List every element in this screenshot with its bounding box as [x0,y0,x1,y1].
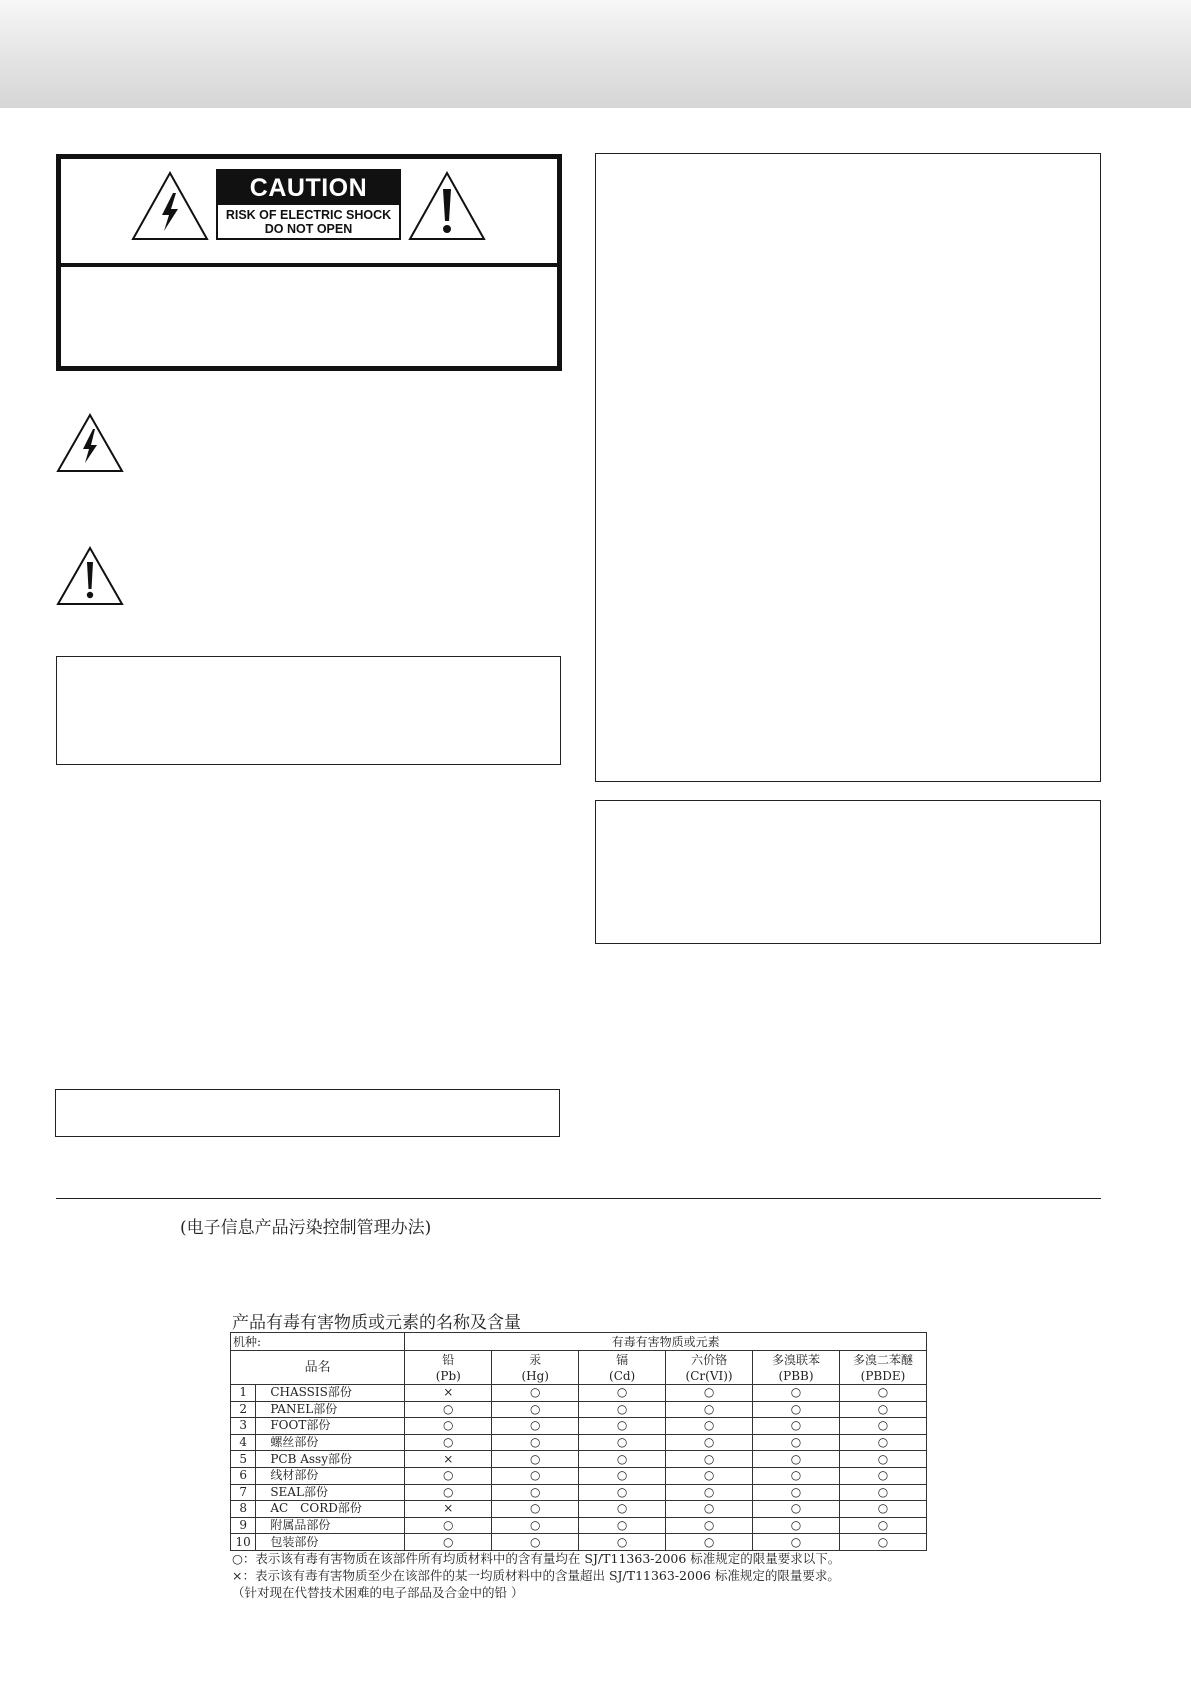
substance-mark: ○ [579,1434,666,1451]
substance-mark: ○ [405,1484,492,1501]
substance-mark: ○ [839,1534,926,1551]
substance-mark: ○ [492,1534,579,1551]
note-circle-legend: ○：表示该有毒有害物质在该部件所有均质材料中的含有量均在 SJ/T11363-2006 标准规定的限量要求以下。 [232,1551,841,1566]
table-row [231,1484,927,1501]
substance-header [405,1351,492,1385]
table-row [231,1401,927,1418]
part-name: AC CORD部份 [256,1501,405,1518]
substance-mark: ○ [579,1517,666,1534]
substance-symbol: (PBB) [778,1368,814,1383]
part-name: 包装部份 [256,1534,405,1551]
substance-mark: ○ [492,1467,579,1484]
part-name: PANEL部份 [256,1401,405,1418]
china-rohs-table-title: 产品有毒有害物质或元素的名称及含量 [232,1313,521,1333]
substance-mark: ○ [492,1385,579,1402]
substance-name: 六价铬 [691,1352,728,1367]
substance-mark: ○ [753,1534,840,1551]
header-band [0,0,1191,108]
substance-header [579,1351,666,1385]
substance-symbol: (Hg) [521,1368,549,1383]
substance-mark: ○ [753,1501,840,1518]
row-number: 2 [231,1401,256,1418]
caution-risk-text: RISK OF ELECTRIC SHOCK [225,208,392,222]
substance-symbol: (Cd) [609,1368,636,1383]
row-number: 8 [231,1501,256,1518]
caution-divider [61,263,557,267]
exclamation-warning-icon [408,171,486,241]
substance-mark: ○ [405,1434,492,1451]
note-cross-legend: ×：表示该有毒有害物质至少在该部件的某一均质材料中的含量超出 SJ/T11363-2006 标准规定的限量要求。 [232,1568,840,1583]
substance-mark: ○ [666,1451,753,1468]
substance-mark: ○ [579,1451,666,1468]
table-row [231,1451,927,1468]
substance-mark: ○ [492,1501,579,1518]
substance-mark: ○ [666,1401,753,1418]
substance-name: 汞 [529,1352,542,1367]
substance-mark: ○ [579,1418,666,1435]
substance-name: 多溴联苯 [772,1352,821,1367]
substance-mark: ○ [839,1501,926,1518]
caution-symbol-row [61,159,557,265]
table-row [231,1418,927,1435]
substance-mark: ○ [666,1517,753,1534]
substance-header [492,1351,579,1385]
substance-mark: ○ [666,1534,753,1551]
substance-mark: ○ [579,1484,666,1501]
substance-mark: ○ [839,1434,926,1451]
substance-mark: ○ [839,1467,926,1484]
substance-mark: ○ [405,1467,492,1484]
substance-symbol: (PBDE) [860,1368,906,1383]
part-name: 线材部份 [256,1467,405,1484]
caution-warning-box [56,154,562,371]
china-rohs-notes [232,1550,840,1601]
china-rohs-law-reference: (电子信息产品污染控制管理办法) [180,1218,432,1238]
substance-mark: ○ [492,1517,579,1534]
china-rohs-table [230,1332,927,1551]
substance-mark: ○ [492,1451,579,1468]
substance-header [753,1351,840,1385]
substance-symbol: (Pb) [435,1368,461,1383]
substance-mark: ○ [405,1401,492,1418]
substance-mark: ○ [579,1467,666,1484]
caution-title: CAUTION [218,171,399,205]
substance-mark: ○ [405,1418,492,1435]
substance-mark: ○ [492,1401,579,1418]
substance-mark: ○ [753,1517,840,1534]
row-number: 9 [231,1517,256,1534]
substance-mark: ○ [839,1385,926,1402]
safety-instructions-box [595,153,1101,782]
row-number: 1 [231,1385,256,1402]
substance-name: 镉 [616,1352,629,1367]
substance-mark: ○ [753,1385,840,1402]
substance-mark: ○ [839,1451,926,1468]
part-name-header: 品名 [231,1351,405,1385]
substance-mark: ○ [579,1401,666,1418]
table-row [231,1434,927,1451]
row-number: 6 [231,1467,256,1484]
substance-mark: × [405,1385,492,1402]
substance-mark: × [405,1451,492,1468]
table-substance-header-row [231,1351,927,1385]
table-row [231,1517,927,1534]
part-name: FOOT部份 [256,1418,405,1435]
table-header-row [231,1333,927,1351]
part-name: SEAL部份 [256,1484,405,1501]
substance-mark: ○ [579,1534,666,1551]
part-name: PCB Assy部份 [256,1451,405,1468]
substance-mark: ○ [753,1467,840,1484]
substance-mark: ○ [753,1434,840,1451]
row-number: 10 [231,1534,256,1551]
exclamation-symbol-icon [56,546,124,606]
substance-header [839,1351,926,1385]
substances-group-header: 有毒有害物质或元素 [405,1333,927,1351]
substance-mark: ○ [839,1484,926,1501]
substance-mark: ○ [666,1501,753,1518]
note-lead-exemption: （针对现在代替技术困难的电子部品及合金中的铅 ） [232,1585,524,1600]
notice-box-right [595,800,1101,944]
table-row [231,1385,927,1402]
substance-mark: ○ [839,1401,926,1418]
caution-do-not-open-text: DO NOT OPEN [264,222,353,236]
substance-mark: ○ [666,1434,753,1451]
substance-mark: ○ [666,1385,753,1402]
part-name: 螺丝部份 [256,1434,405,1451]
section-divider [56,1198,1101,1199]
substance-mark: × [405,1501,492,1518]
substance-name: 多溴二苯醚 [852,1352,913,1367]
substance-mark: ○ [666,1418,753,1435]
substance-mark: ○ [666,1467,753,1484]
substance-mark: ○ [753,1418,840,1435]
substance-mark: ○ [492,1484,579,1501]
table-row [231,1534,927,1551]
substance-mark: ○ [666,1484,753,1501]
note-box-left-bottom [55,1089,560,1137]
row-number: 7 [231,1484,256,1501]
substance-mark: ○ [492,1418,579,1435]
substance-mark: ○ [405,1517,492,1534]
substance-mark: ○ [579,1501,666,1518]
substance-mark: ○ [753,1484,840,1501]
substance-name: 铅 [442,1352,455,1367]
model-label: 机种: [231,1333,405,1351]
substance-header [666,1351,753,1385]
warning-box-left [56,656,561,765]
electric-shock-warning-icon [131,171,209,241]
substance-mark: ○ [753,1401,840,1418]
substance-mark: ○ [839,1418,926,1435]
part-name: 附属品部份 [256,1517,405,1534]
substance-mark: ○ [753,1451,840,1468]
table-row [231,1501,927,1518]
table-row [231,1467,927,1484]
row-number: 3 [231,1418,256,1435]
substance-mark: ○ [839,1517,926,1534]
caution-label [216,169,401,240]
part-name: CHASSIS部份 [256,1385,405,1402]
substance-mark: ○ [579,1385,666,1402]
row-number: 4 [231,1434,256,1451]
substance-mark: ○ [492,1434,579,1451]
row-number: 5 [231,1451,256,1468]
substance-mark: ○ [405,1534,492,1551]
substance-symbol: (Cr(VI)) [685,1368,733,1383]
electric-shock-symbol-icon [56,413,124,473]
